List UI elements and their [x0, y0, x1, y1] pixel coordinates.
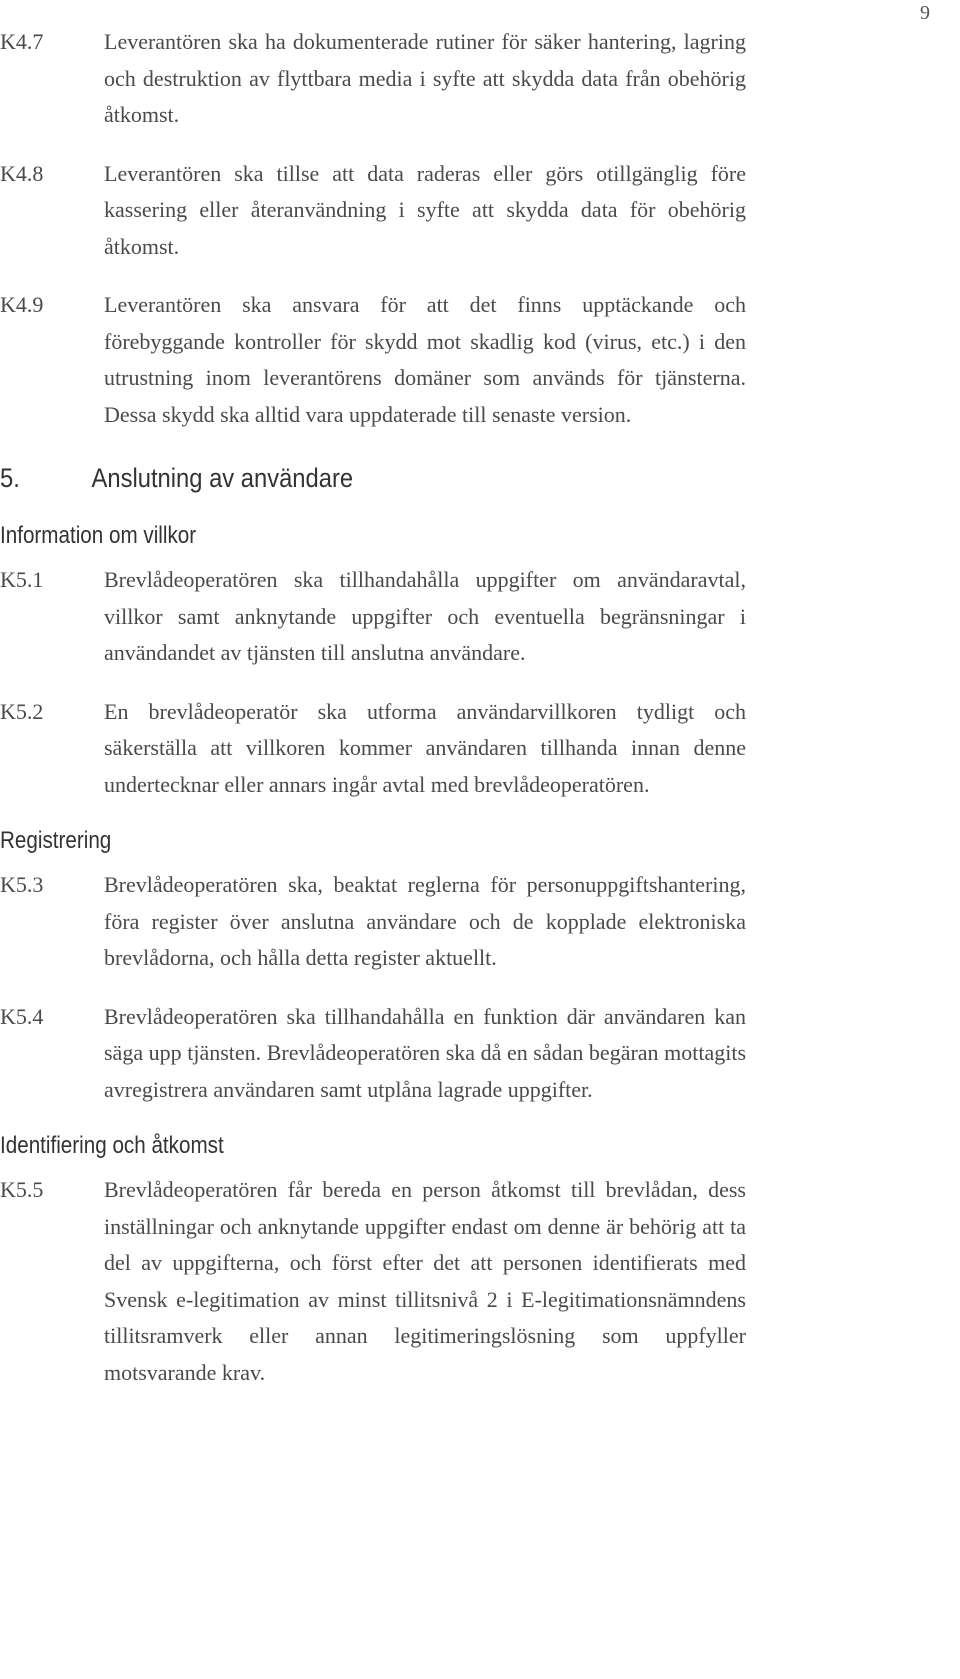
page-number: 9	[920, 2, 930, 24]
requirement-id: K5.1	[0, 567, 44, 592]
requirement-text: Brevlådeoperatören får bereda en person åtkomst till brevlådan, dess inställningar och anknytande uppgifter endast om denne är behörig att ta del av uppgifterna, och först efter det att personen identifierats med Svensk e-legitimation av minst tillitsnivå 2 i E-legitimationsnämndens tillitsramverk eller annan legitimeringslösning som uppfyller motsvarande krav.	[104, 1177, 746, 1385]
document-body	[0, 24, 900, 1413]
requirement-k4-9	[0, 287, 900, 433]
requirement-id: K5.2	[0, 698, 44, 724]
section-number: 5.	[0, 463, 20, 493]
requirement-k4-8	[0, 156, 900, 266]
requirement-text: Brevlådeoperatören ska tillhandahålla en funktion där användaren kan säga upp tjänsten. Brevlådeoperatören ska då en sådan begäran mottagits avregistrera användaren samt utplåna lagrade uppgifter.	[104, 1003, 746, 1102]
subsection-heading-registrering: Registrering	[0, 827, 112, 854]
requirement-k5-1	[0, 562, 900, 672]
requirement-text: Brevlådeoperatören ska tillhandahålla uppgifter om användaravtal, villkor samt anknytande uppgifter och eventuella begränsningar i användandet av tjänsten till anslutna användare.	[104, 567, 746, 665]
requirement-id: K5.3	[0, 872, 44, 897]
requirement-id: K4.7	[0, 29, 44, 54]
requirement-k5-2	[0, 694, 900, 804]
requirement-k4-7	[0, 24, 900, 134]
section-heading	[0, 460, 792, 496]
requirement-id: K5.5	[0, 1177, 44, 1202]
subsection-heading-identifiering-och-atkomst: Identifiering och åtkomst	[0, 1132, 224, 1159]
section-title: Anslutning av användare	[91, 463, 354, 493]
requirement-text: Leverantören ska ansvara för att det finns upptäckande och förebyggande kontroller för skydd mot skadlig kod (virus, etc.) i den utrustning inom leverantörens domäner som används för tjänsterna. Dessa skydd ska alltid vara uppdaterade till senaste version.	[104, 292, 746, 427]
requirement-k5-5	[0, 1172, 900, 1391]
requirement-text: Leverantören ska tillse att data raderas eller görs otillgänglig före kassering eller återanvändning i syfte att skydda data för obehörig åtkomst.	[104, 160, 746, 259]
requirement-k5-4	[0, 999, 900, 1109]
requirement-text: En brevlådeoperatör ska utforma användarvillkoren tydligt och säkerställa att villkoren kommer användaren tillhanda innan denne undertecknar eller annars ingår avtal med brevlådeoperatören.	[104, 698, 746, 797]
requirement-text: Leverantören ska ha dokumenterade rutiner för säker hantering, lagring och destruktion av flyttbara media i syfte att skydda data från obehörig åtkomst.	[104, 29, 746, 127]
requirement-text: Brevlådeoperatören ska, beaktat reglerna för personuppgiftshantering, föra register över anslutna användare och de kopplade elektroniska brevlådorna, och hålla detta register aktuellt.	[104, 872, 746, 970]
requirement-id: K4.8	[0, 160, 44, 186]
requirement-id: K4.9	[0, 292, 44, 317]
requirement-k5-3	[0, 867, 900, 977]
requirement-id: K5.4	[0, 1003, 44, 1029]
subsection-heading-information-om-villkor: Information om villkor	[0, 522, 197, 549]
